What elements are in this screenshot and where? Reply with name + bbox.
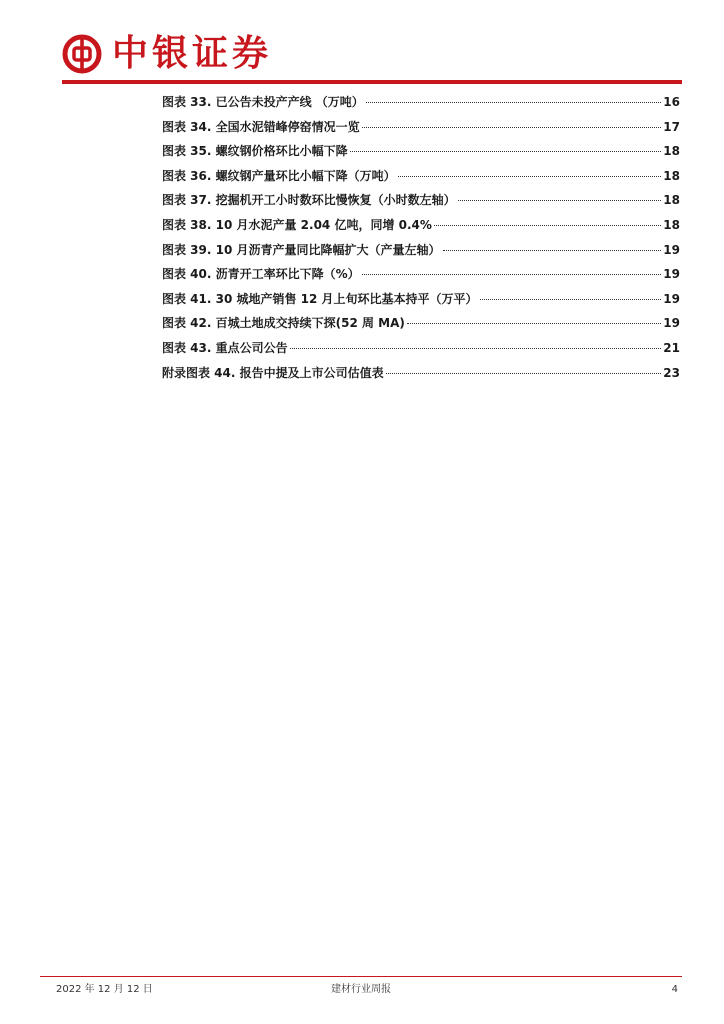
toc-entry-title: 附录图表 44. 报告中提及上市公司估值表 <box>162 365 384 380</box>
toc-leader-dots <box>366 102 662 103</box>
toc-entry[interactable] <box>162 92 680 117</box>
figure-list <box>162 92 680 387</box>
toc-leader-dots <box>458 200 662 201</box>
toc-entry-title: 图表 36. 螺纹钢产量环比小幅下降（万吨） <box>162 168 396 183</box>
toc-entry-page: 19 <box>663 316 680 331</box>
toc-leader-dots <box>290 348 662 349</box>
toc-entry-page: 18 <box>663 168 680 183</box>
toc-entry-title: 图表 41. 30 城地产销售 12 月上旬环比基本持平（万平） <box>162 291 478 306</box>
page-header <box>0 0 724 90</box>
footer-divider <box>40 976 682 977</box>
toc-leader-dots <box>398 176 662 177</box>
page-footer <box>40 982 682 998</box>
toc-leader-dots <box>362 274 662 275</box>
toc-entry-page: 19 <box>663 291 680 306</box>
toc-entry[interactable] <box>162 190 680 215</box>
toc-entry-title: 图表 42. 百城土地成交持续下探(52 周 MA) <box>162 316 405 331</box>
report-type: 建材行业周报 <box>331 984 391 995</box>
toc-entry-title: 图表 38. 10 月水泥产量 2.04 亿吨，同增 0.4% <box>162 217 432 232</box>
toc-entry[interactable] <box>162 215 680 240</box>
toc-entry[interactable] <box>162 240 680 265</box>
toc-entry-page: 18 <box>663 217 680 232</box>
toc-entry[interactable] <box>162 117 680 142</box>
toc-entry-title: 图表 40. 沥青开工率环比下降（%） <box>162 267 360 282</box>
toc-entry-page: 19 <box>663 242 680 257</box>
toc-entry[interactable] <box>162 338 680 363</box>
toc-entry[interactable] <box>162 363 680 388</box>
toc-leader-dots <box>407 323 661 324</box>
toc-entry[interactable] <box>162 166 680 191</box>
toc-entry-page: 18 <box>663 193 680 208</box>
toc-entry[interactable] <box>162 264 680 289</box>
toc-leader-dots <box>386 373 662 374</box>
toc-leader-dots <box>443 250 662 251</box>
page-number: 4 <box>671 984 678 995</box>
toc-entry-page: 17 <box>663 119 680 134</box>
toc-entry-title: 图表 39. 10 月沥青产量同比降幅扩大（产量左轴） <box>162 242 441 257</box>
toc-entry-title: 图表 43. 重点公司公告 <box>162 340 288 355</box>
toc-entry-page: 23 <box>663 365 680 380</box>
toc-entry-page: 16 <box>663 95 680 109</box>
toc-leader-dots <box>362 127 662 128</box>
toc-entry-title: 图表 33. 已公告未投产产线 （万吨） <box>162 95 364 109</box>
toc-entry-page: 21 <box>663 340 680 355</box>
toc-leader-dots <box>480 299 662 300</box>
toc-entry-title: 图表 35. 螺纹钢价格环比小幅下降 <box>162 144 348 159</box>
toc-entry[interactable] <box>162 141 680 166</box>
toc-entry[interactable] <box>162 313 680 338</box>
toc-entry[interactable] <box>162 289 680 314</box>
brand-name: 中银证券 <box>112 32 273 74</box>
toc-entry-title: 图表 37. 挖掘机开工小时数环比慢恢复（小时数左轴） <box>162 193 456 208</box>
toc-entry-title: 图表 34. 全国水泥错峰停窑情况一览 <box>162 119 360 134</box>
toc-leader-dots <box>434 225 661 226</box>
report-date: 2022 年 12 月 12 日 <box>56 984 153 995</box>
bank-of-china-logo-icon <box>62 34 102 74</box>
toc-leader-dots <box>350 151 662 152</box>
header-divider <box>62 80 682 84</box>
toc-entry-page: 18 <box>663 144 680 159</box>
toc-entry-page: 19 <box>663 267 680 282</box>
